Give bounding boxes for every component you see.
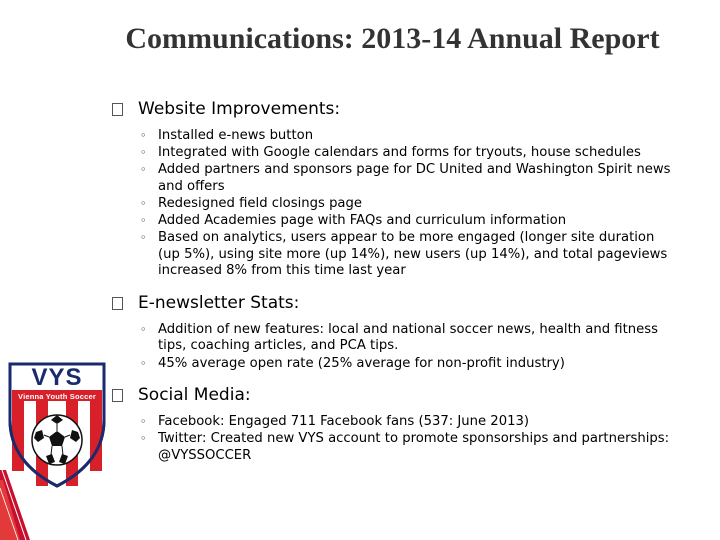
section-website-improvements <box>112 96 672 280</box>
bullet-icon: ◦ <box>140 415 147 429</box>
section-header <box>112 96 672 124</box>
section-social-media <box>112 382 672 464</box>
list-item <box>112 414 672 431</box>
list-item <box>112 128 672 145</box>
list-item-text: Added Academies page with FAQs and curriculum information <box>158 212 567 228</box>
bullet-icon: ◦ <box>140 231 147 245</box>
section-header <box>112 290 672 318</box>
list-item <box>112 162 672 195</box>
list-item <box>112 213 672 230</box>
list-item <box>112 356 672 373</box>
list-item-text: Integrated with Google calendars and forms for tryouts, house schedules <box>158 145 641 161</box>
logo-caption: Vienna Youth Soccer <box>18 392 96 401</box>
bullet-icon: ◦ <box>140 163 147 177</box>
vys-logo <box>6 358 108 488</box>
bullet-icon: ◦ <box>140 196 147 210</box>
list-item-text: Twitter: Created new VYS account to promote sponsorships and partnerships: @VYSSOCCER <box>158 431 670 463</box>
bullet-icon: ◦ <box>140 356 147 370</box>
bullet-icon: ◦ <box>140 322 147 336</box>
list-item-text: 45% average open rate (25% average for non-profit industry) <box>158 355 565 371</box>
list-item <box>112 322 672 355</box>
checkbox-icon <box>112 103 123 116</box>
slide-content <box>112 96 672 474</box>
list-item <box>112 230 672 280</box>
bullet-icon: ◦ <box>140 432 147 446</box>
bullet-icon: ◦ <box>140 146 147 160</box>
list-item-text: Installed e-news button <box>158 128 314 143</box>
bullet-icon: ◦ <box>140 213 147 227</box>
list-item-text: Based on analytics, users appear to be more engaged (longer site duration (up 5%), using site more (up 14%), new users (up 14%), and total pageviews increased 8% from this time last year <box>158 230 668 279</box>
checkbox-icon <box>112 297 123 310</box>
checkbox-icon <box>112 389 123 402</box>
list-item-text: Added partners and sponsors page for DC United and Washington Spirit news and offers <box>158 162 671 194</box>
bullet-list <box>112 322 672 372</box>
list-item-text: Addition of new features: local and national soccer news, health and fitness tips, coaching articles, and PCA tips. <box>158 321 658 354</box>
section-heading: E-newsletter Stats: <box>138 292 300 313</box>
list-item <box>112 196 672 213</box>
section-e-newsletter-stats <box>112 290 672 372</box>
list-item-text: Facebook: Engaged 711 Facebook fans (537: June 2013) <box>158 414 530 430</box>
slide-title: Communications: 2013-14 Annual Report <box>125 22 660 55</box>
section-heading: Social Media: <box>138 385 251 406</box>
list-item-text: Redesigned field closings page <box>158 195 363 211</box>
list-item <box>112 431 672 464</box>
bullet-icon: ◦ <box>140 129 147 142</box>
bullet-list <box>112 128 672 280</box>
bullet-list <box>112 414 672 464</box>
logo-letters: VYS <box>31 364 83 391</box>
section-header <box>112 382 672 410</box>
section-heading: Website Improvements: <box>138 99 341 119</box>
list-item <box>112 145 672 162</box>
